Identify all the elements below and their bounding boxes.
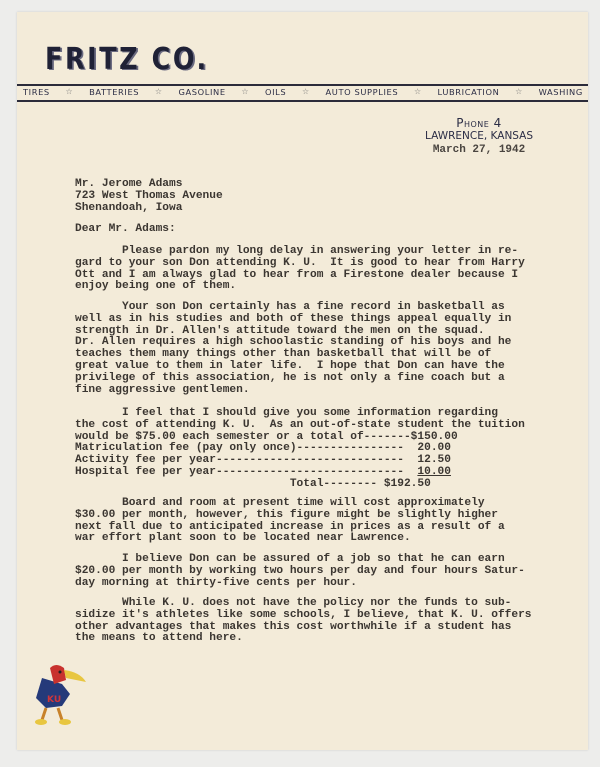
paragraph-2 xyxy=(75,302,511,396)
text-line: While K. U. does not have the policy nor the funds to sub- xyxy=(75,597,512,609)
text-line: strength in Dr. Allen's attitude toward the men on the squad. xyxy=(75,324,485,337)
text-line xyxy=(75,467,525,479)
star-icon: ☆ xyxy=(65,87,74,96)
service: TIRES xyxy=(23,87,50,97)
text-line: great value to them in later life. I hope that Don can have the xyxy=(75,359,505,372)
star-icon: ☆ xyxy=(241,87,250,96)
service: AUTO SUPPLIES xyxy=(325,87,399,97)
text-line: $20.00 per month by working two hours per day and four hours Satur- xyxy=(75,564,525,577)
hospital-fee-label: Hospital fee per year---------------------------- xyxy=(75,465,418,478)
text-line: well as in his studies and both of these things appeal equally in xyxy=(75,312,512,325)
paragraph-5 xyxy=(75,554,525,589)
text-line: other advantages that makes this cost worthwhile if a student has xyxy=(75,620,512,633)
text-line: the means to attend here. xyxy=(75,632,243,645)
company-address xyxy=(425,116,533,156)
service: LUBRICATION xyxy=(437,87,500,97)
text-line: $30.00 per month, however, this figure might be slightly higher xyxy=(75,508,498,521)
text-line: Ott and I am always glad to hear from a Firestone dealer because I xyxy=(75,268,519,281)
service: GASOLINE xyxy=(178,87,226,97)
text-line: 723 West Thomas Avenue xyxy=(75,189,223,202)
service: WASHING xyxy=(538,87,583,97)
text-line: I feel that I should give you some information regarding xyxy=(75,407,498,419)
city: LAWRENCE, KANSAS xyxy=(425,130,533,142)
company-logo: FRITZ CO. xyxy=(45,42,209,77)
text-line: fine aggressive gentlemen. xyxy=(75,383,250,396)
hospital-fee-value: 10.00 xyxy=(417,465,451,478)
service: BATTERIES xyxy=(89,87,140,97)
services-bar xyxy=(23,87,583,97)
text-line: I believe Don can be assured of a job so that he can earn xyxy=(75,553,505,565)
text-line: teaches them many things other than basketball that will be of xyxy=(75,348,492,361)
star-icon: ☆ xyxy=(413,87,422,96)
text-line: Activity fee per year---------------------------- 12.50 xyxy=(75,454,451,467)
text-line: Board and room at present time will cost approximately xyxy=(75,497,485,509)
text-line: gard to your son Don attending K. U. It is good to hear from Harry xyxy=(75,256,525,269)
text-line: war effort plant soon to be located near Lawrence. xyxy=(75,532,411,545)
phone: Phone 4 xyxy=(456,116,502,130)
text-line: Your son Don certainly has a fine record in basketball as xyxy=(75,301,505,313)
text-line: Please pardon my long delay in answering your letter in re- xyxy=(75,245,519,257)
text-line: Shenandoah, Iowa xyxy=(75,201,183,214)
letter-page xyxy=(17,12,588,750)
text-line: enjoy being one of them. xyxy=(75,280,237,293)
jayhawk-mascot-icon xyxy=(22,658,92,728)
total-line: Total-------- $192.50 xyxy=(75,477,431,490)
text-line: next fall due to anticipated increase in prices as a result of a xyxy=(75,520,505,533)
text-line: sidize it's athletes like some schools, I believe, that K. U. offers xyxy=(75,608,532,621)
text-line: Mr. Jerome Adams xyxy=(75,178,183,190)
text-line: would be $75.00 each semester or a total of-------$150.00 xyxy=(75,430,458,443)
star-icon: ☆ xyxy=(515,87,523,96)
paragraph-3-costs xyxy=(75,408,525,491)
text-line: day morning at thirty-five cents per hour. xyxy=(75,576,357,589)
paragraph-1 xyxy=(75,246,525,293)
divider xyxy=(17,84,588,86)
mascot-text: KU xyxy=(47,695,62,705)
text-line: Matriculation fee (pay only once)---------------- 20.00 xyxy=(75,442,451,455)
salutation: Dear Mr. Adams: xyxy=(75,223,176,235)
star-icon: ☆ xyxy=(154,87,163,96)
paragraph-6 xyxy=(75,598,532,645)
letter-date: March 27, 1942 xyxy=(432,144,526,156)
divider xyxy=(17,100,588,102)
service: OILS xyxy=(264,87,287,97)
paragraph-4 xyxy=(75,498,505,545)
recipient-address xyxy=(75,179,223,214)
text-line: privilege of this association, he is not only a fine coach but a xyxy=(75,371,505,384)
text-line: the cost of attending K. U. As an out-of-state student the tuition xyxy=(75,418,525,431)
text-line: Dr. Allen requires a high schoolastic standing of his boys and he xyxy=(75,336,512,349)
star-icon: ☆ xyxy=(301,87,310,96)
